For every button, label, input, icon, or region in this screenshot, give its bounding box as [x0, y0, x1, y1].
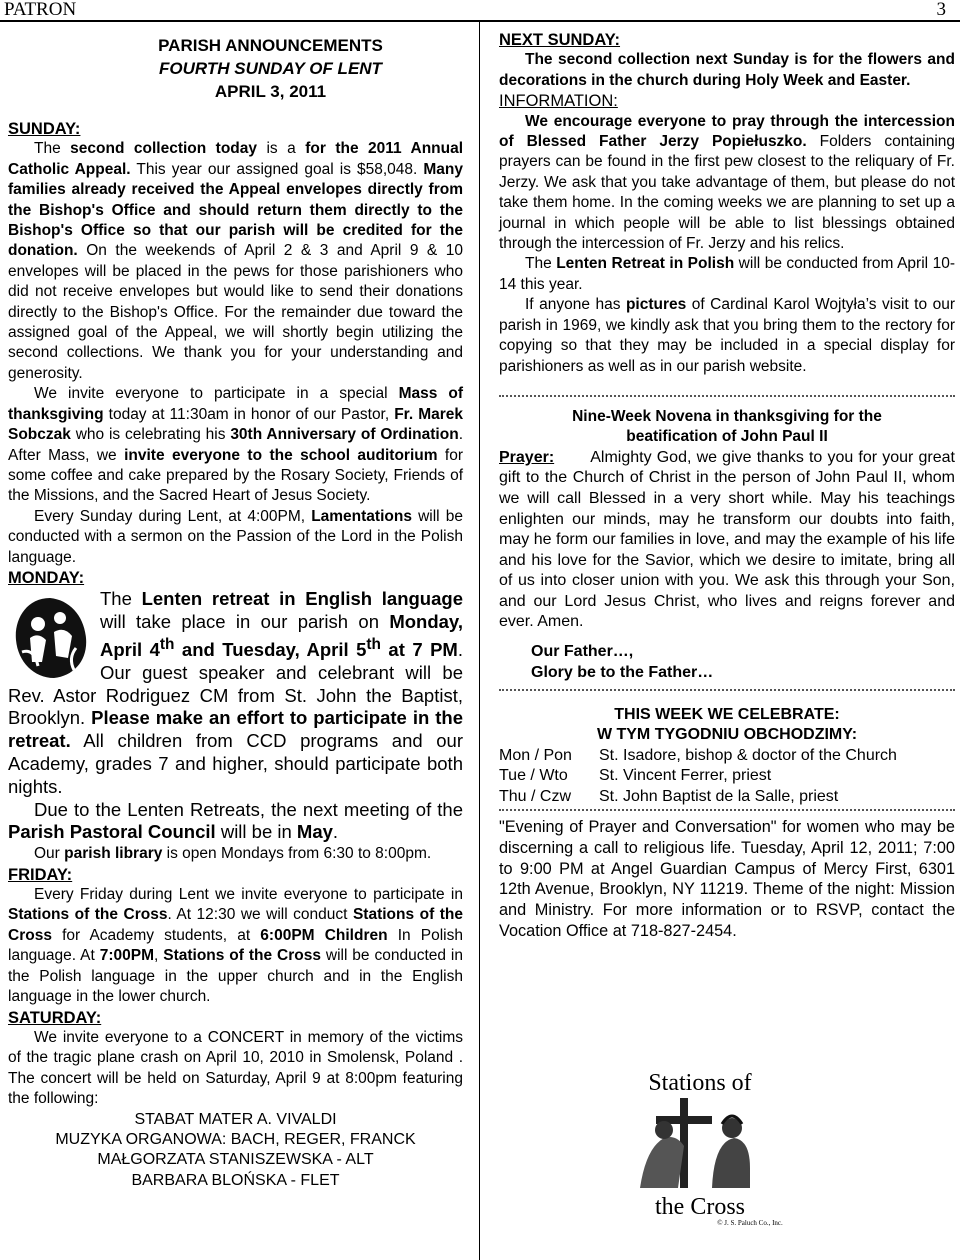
title-line-2: FOURTH SUNDAY OF LENT: [159, 59, 382, 78]
information-paragraph-2: The Lenten Retreat in Polish will be conducted from April 10-14 this year.: [499, 255, 955, 293]
concert-program: [8, 1110, 463, 1192]
page-number: 3: [936, 0, 946, 20]
celebration-saint: St. John Baptist de la Salle, priest: [599, 787, 839, 805]
dotted-divider: [499, 395, 955, 397]
novena-title-line-2: beatification of John Paul II: [626, 428, 828, 446]
glory-be: Glory be to the Father…: [531, 664, 714, 682]
prayer-text: Almighty God, we give thanks to you for your great gift to the Church of Christ in the person of John Paul II, whom we will call Blessed in a very short while. May his teachings enlighten our minds, may he transform our doubts into faith, may he form our families in love, and may the example of his life and his love for the Savior, which we desire to imitate, bring all of us into closer union with you. We ask this through your Son, and our Lord Jesus Christ, who lives and reigns forever and ever. Amen.: [499, 448, 955, 631]
evening-of-prayer-paragraph: "Evening of Prayer and Conversation" for women who may be discerning a call to religious life. Tuesday, April 12, 2011; 7:00 to 9:00 PM at Angel Guardian Campus of Mercy First, 6301 12th Avenue, Brooklyn, NY 11219. Theme of the night: Mission and Ministry. For more information or to RSVP, contact the Vocation Office at 718-827-2454.: [499, 818, 955, 941]
monday-paragraph-2: Due to the Lenten Retreats, the next meeting of the Parish Pastoral Council will be in May.: [8, 798, 463, 843]
monday-heading: MONDAY:: [8, 568, 85, 587]
celebration-day: Thu / Czw: [499, 787, 572, 805]
page-header: [0, 0, 960, 22]
right-column: [499, 30, 955, 942]
column-divider: [479, 22, 480, 1260]
novena-prayer: [499, 448, 955, 633]
celebration-saint: St. Isadore, bishop & doctor of the Church: [599, 746, 897, 764]
celebrations-table: [499, 746, 897, 807]
celebration-row: [499, 746, 897, 766]
concert-line: MAŁGORZATA STANISZEWSKA - ALT: [97, 1151, 374, 1169]
concert-line: MUZYKA ORGANOWA: BACH, REGER, FRANCK: [55, 1130, 416, 1148]
celebrate-title-line-2: W TYM TYGODNIU OBCHODZIMY:: [596, 726, 858, 744]
stations-logo-top-text: Stations of: [648, 1070, 752, 1096]
information-paragraph-3: If anyone has pictures of Cardinal Karol Wojtyła’s visit to our parish in 1969, we kindly ask that you bring them to the rectory for copying so that they may be included in a special display for parishioners as well as in our parish website.: [499, 296, 956, 375]
our-father: Our Father…,: [531, 643, 634, 661]
novena-title-line-1: Nine-Week Novena in thanksgiving for the: [572, 407, 882, 425]
title-line-3: APRIL 3, 2011: [214, 82, 327, 101]
prayer-label: Prayer:: [499, 448, 555, 466]
announcements-title: [98, 34, 443, 103]
novena-title: [499, 407, 955, 448]
concert-line: BARBARA BLOŃSKA - FLET: [131, 1171, 340, 1189]
saturday-heading: SATURDAY:: [8, 1008, 102, 1027]
concert-line: STABAT MATER A. VIVALDI: [134, 1110, 337, 1128]
celebration-day: Mon / Pon: [499, 746, 572, 764]
title-line-1: PARISH ANNOUNCEMENTS: [158, 36, 383, 55]
newsletter-name: PATRON: [4, 0, 77, 20]
friday-heading: FRIDAY:: [8, 865, 73, 884]
stations-cross-image-icon: [600, 1068, 800, 1228]
next-sunday-paragraph: The second collection next Sunday is for the flowers and decorations in the church during Holy Week and Easter.: [499, 51, 955, 89]
monday-paragraph-3: Our parish library is open Mondays from 6:30 to 8:00pm.: [34, 845, 432, 863]
left-column: [8, 34, 463, 1191]
stations-logo-bottom-text: the Cross: [655, 1194, 745, 1220]
information-heading: INFORMATION:: [499, 92, 618, 111]
dotted-divider: [499, 689, 955, 691]
stations-logo-credit: © J. S. Paluch Co., Inc.: [717, 1219, 783, 1227]
monday-retreat-block: [8, 588, 463, 844]
sunday-paragraph-1: The second collection today is a for the 2011 Annual Catholic Appeal. This year our assigned goal is $58,048. Many families already received the Appeal envelopes directly from the Bishop's Office and should return them directly to the Bishop's Office so that our parish will be credited for the donation. On the weekends of April 2 & 3 and April 9 & 10 envelopes will be placed in the pews for those parishioners who did not receive envelopes but would like to send their donations directly to the Bishop's Office. For the remainder due toward the assigned goal of the Appeal, we will shortly begin utilizing the second collections. We thank you for your understanding and generosity.: [8, 140, 464, 382]
saturday-paragraph: We invite everyone to a CONCERT in memory of the victims of the tragic plane crash on April 10, 2010 in Smolensk, Poland . The concert will be held on Saturday, April 9 at 8:00pm featuring the following:: [8, 1028, 463, 1108]
closing-prayers: [531, 641, 955, 683]
dotted-divider: [499, 809, 955, 811]
next-sunday-heading: NEXT SUNDAY:: [499, 31, 621, 49]
celebration-row: [499, 787, 897, 807]
celebrate-title-line-1: THIS WEEK WE CELEBRATE:: [614, 706, 840, 724]
celebrate-title: [499, 705, 955, 746]
information-paragraph-1: We encourage everyone to pray through the intercession of Blessed Father Jerzy Popiełuszko. Folders containing prayers can be found in the first pew closest to the reliquary of Fr. Jerzy. We ask that you take advantage of them, but please do not take them home. In the coming weeks we are planning to set up a journal in which people will be able to list blessings obtained through the intercession of Fr. Jerzy and his relics.: [499, 112, 956, 253]
celebration-saint: St. Vincent Ferrer, priest: [599, 767, 772, 785]
stations-of-the-cross-logo: [600, 1068, 800, 1228]
celebration-row: [499, 766, 897, 786]
sunday-heading: SUNDAY:: [8, 120, 81, 138]
lent-retreat-logo-icon: [8, 592, 92, 682]
friday-paragraph: Every Friday during Lent we invite everyone to participate in Stations of the Cross. At 12:30 we will conduct Stations of the Cross for Academy students, at 6:00PM Children In Polish language. At 7:00PM, Stations of the Cross will be conducted in the Polish language in the upper church and in the English language in the lower church.: [8, 886, 463, 1006]
monday-paragraph-1: The Lenten retreat in English language will take place in our parish on Monday, April 4th and Tuesday, April 5th at 7 PM. Our guest speaker and celebrant will be Rev. Astor Rodriguez CM from St. John the Baptist, Brooklyn. Please make an effort to participate in the retreat. All children from CCD programs and our Academy, grades 7 and higher, should participate both nights.: [8, 588, 464, 797]
celebration-day: Tue / Wto: [499, 767, 568, 785]
sunday-paragraph-2: We invite everyone to participate in a special Mass of thanksgiving today at 11:30am in honor of our Pastor, Fr. Marek Sobczak who is celebrating his 30th Anniversary of Ordination. After Mass, we invite everyone to the school auditorium for some coffee and cake prepared by the Rosary Society, Friends of the Missions, and the Sacred Heart of Jesus Society.: [8, 385, 464, 505]
sunday-paragraph-3: Every Sunday during Lent, at 4:00PM, Lamentations will be conducted with a sermon on the Passion of the Lord in the Polish language.: [8, 507, 463, 566]
